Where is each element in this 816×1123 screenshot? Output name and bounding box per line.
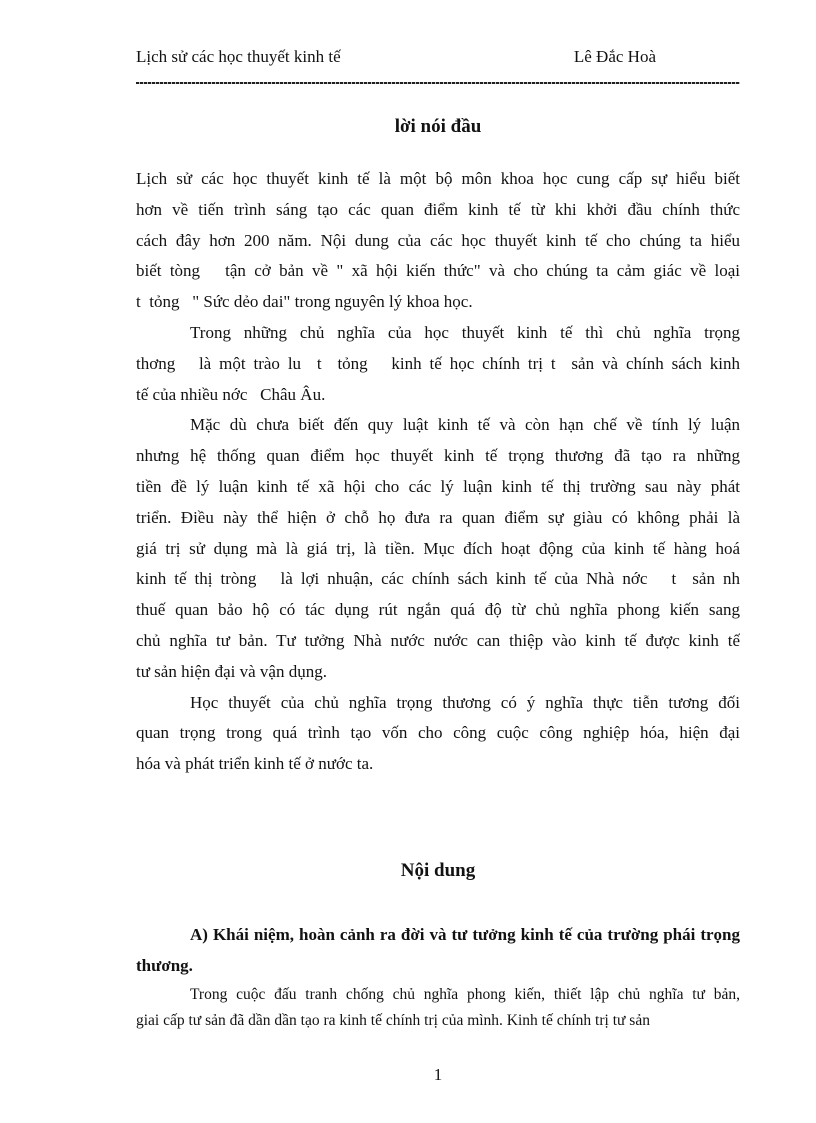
page-header (136, 46, 740, 68)
intro-paragraph-2 (136, 318, 740, 410)
text-line: hóa và phát triển kinh tế ở nước ta. (136, 754, 374, 774)
text-line: Trong những chủ nghĩa của học thuyết kinh tế thì chủ nghĩa trọng (190, 322, 740, 342)
text-line: nhưng hệ thống quan điểm học thuyết kinh tế trọng thương đã tạo ra những (136, 446, 740, 466)
text-line: giai cấp tư sản đã dần dần tạo ra kinh tế chính trị của mình. Kinh tế chính trị tư sản (136, 1012, 650, 1030)
intro-paragraph-1 (136, 164, 740, 318)
text-line: triển. Điều này thể hiện ở chỗ họ đưa ra quan điểm sự giàu có không phải là (136, 507, 740, 527)
text-line: giá trị sử dụng mà là giá trị, là tiền. Mục đích hoạt động của kinh tế hàng hoá (136, 538, 740, 558)
text-line: A) Khái niệm, hoàn cảnh ra đời và tư tưởng kinh tế của trường phái trọng (190, 924, 740, 944)
heading-a (136, 920, 740, 982)
text-line: thuế quan bảo hộ có tác dụng rút ngắn quá độ từ chủ nghĩa phong kiến sang (136, 600, 740, 620)
text-line: hơn về tiến trình sáng tạo các quan điểm kinh tế từ khi khởi đầu chính thức (136, 199, 740, 219)
text-line: Mặc dù chưa biết đến quy luật kinh tế và còn hạn chế về tính lý luận (190, 415, 740, 435)
text-line: tư sản hiện đại và vận dụng. (136, 661, 327, 681)
text-line: kinh tế thị tròng là lợi nhuận, các chính sách kinh tế của Nhà nớc t sản nh (136, 569, 740, 589)
body-paragraph-1 (136, 982, 740, 1035)
text-line: quan trọng trong quá trình tạo vốn cho công cuộc công nghiệp hóa, hiện đại (136, 723, 740, 743)
text-line: biết tòng tận cở bản về " xã hội kiến thức" và cho chúng ta cảm giác về loại (136, 261, 740, 281)
page-number: 1 (433, 1065, 443, 1084)
text-line: Học thuyết của chủ nghĩa trọng thương có ý nghĩa thực tiễn tương đối (190, 692, 740, 712)
text-line: tiền đề lý luận kinh tế xã hội cho các lý luận kinh tế thị trường sau này phát (136, 476, 740, 496)
text-line: chủ nghĩa tư bản. Tư tưởng Nhà nước nước can thiệp vào kinh tế được kinh tế (136, 630, 740, 650)
text-line: Lịch sử các học thuyết kinh tế là một bộ môn khoa học cung cấp sự hiểu biết (136, 169, 740, 188)
text-line: Trong cuộc đấu tranh chống chủ nghĩa phong kiến, thiết lập chủ nghĩa tư bản, (190, 985, 740, 1003)
intro-paragraph-4 (136, 688, 740, 780)
document-body (136, 164, 740, 1035)
text-line: thương. (136, 955, 193, 975)
header-left-text: Lịch sử các học thuyết kinh tế (136, 47, 341, 66)
text-line: cách đây hơn 200 năm. Nội dung của các học thuyết kinh tế cho chúng ta hiểu (136, 230, 740, 250)
header-rule (136, 82, 740, 84)
text-line: tế của nhiều nớc Châu Âu. (136, 384, 326, 404)
section-title-noi-dung: Nội dung (400, 859, 476, 881)
text-line: thơng là một trào lu t tỏng kinh tế học chính trị t sản và chính sách kinh (136, 353, 740, 373)
text-line: t tỏng " Sức dẻo dai" trong nguyên lý khoa học. (136, 292, 473, 312)
intro-paragraph-3 (136, 410, 740, 687)
document-title: lời nói đầu (394, 116, 482, 137)
header-right-text: Lê Đắc Hoà (573, 47, 656, 66)
